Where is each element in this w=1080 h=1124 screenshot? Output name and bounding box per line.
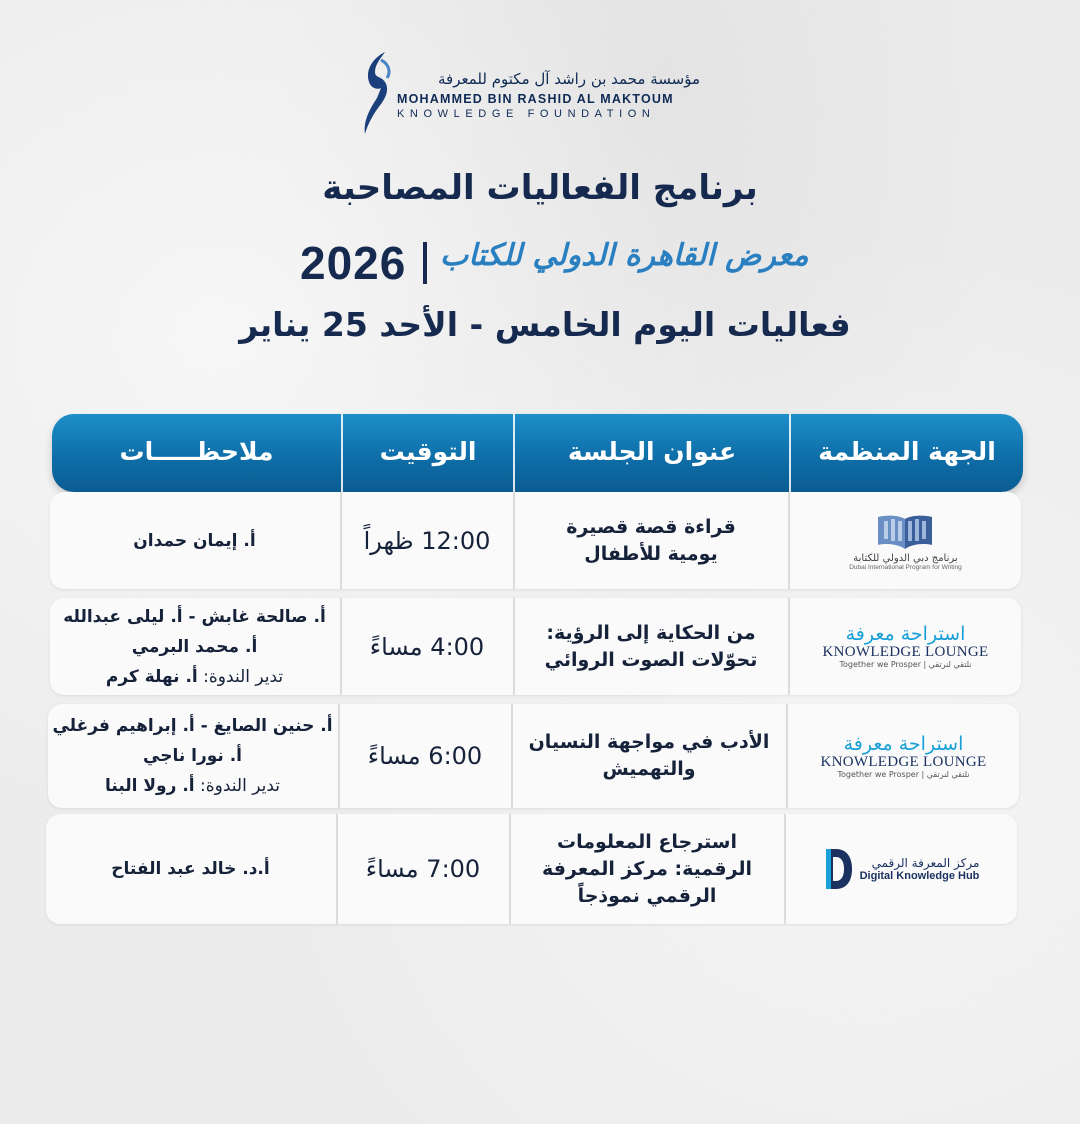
table-row	[50, 598, 1021, 695]
organizer-cell	[790, 492, 1021, 589]
notes-cell	[48, 704, 337, 808]
time-cell: 4:00 مساءً	[369, 632, 485, 661]
session-title-line: الأدب في مواجهة النسيان	[528, 731, 770, 753]
organizer-name-ar: استراحة معرفة	[843, 732, 964, 755]
organizer-name-en: Dubai International Program for Writing	[849, 563, 962, 571]
session-title-line: تحوّلات الصوت الروائي	[544, 648, 758, 671]
column-time-header: التوقيت	[379, 437, 477, 466]
organizer-cell	[790, 598, 1021, 695]
book-icon	[874, 511, 936, 551]
column-session-header: عنوان الجلسة	[567, 437, 737, 466]
fair-year: 2026	[300, 237, 407, 289]
column-notes-header: ملاحظـــــات	[119, 437, 274, 466]
notes-line: أ. نورا ناجي	[143, 746, 242, 766]
organizer-name-en: KNOWLEDGE LOUNGE	[820, 753, 987, 770]
session-title-line: والتهميش	[602, 758, 696, 780]
session-title-cell	[511, 814, 783, 924]
column-org-header: الجهة المنظمة	[818, 437, 996, 466]
organizer-name-en: KNOWLEDGE LOUNGE	[822, 644, 989, 660]
foundation-logo	[355, 48, 700, 138]
time-cell: 7:00 مساءً	[365, 855, 481, 883]
organizer-name-en: Digital Knowledge Hub	[859, 870, 980, 882]
session-title-cell	[515, 492, 787, 589]
page-title: برنامج الفعاليات المصاحبة	[322, 168, 758, 208]
session-title-line: قراءة قصة قصيرة	[566, 515, 736, 538]
session-title-line: يومية للأطفال	[584, 542, 718, 565]
book-fair-heading	[300, 236, 809, 292]
session-title-line: من الحكاية إلى الرؤية:	[546, 621, 756, 644]
organizer-name-ar: استراحة معرفة	[845, 623, 966, 645]
digital-d-icon	[824, 847, 854, 891]
notes-line: أ. محمد البرمي	[131, 636, 258, 657]
knowledge-lounge-logo	[822, 624, 988, 669]
session-title-line: استرجاع المعلومات	[557, 830, 737, 853]
moderator-label: تدير الندوة:	[200, 776, 280, 796]
table-row	[48, 704, 1019, 808]
foundation-name-en-line1: MOHAMMED BIN RASHID AL MAKTOUM	[397, 92, 674, 106]
organizer-logo	[849, 511, 962, 571]
session-title-line: الرقمي نموذجاً	[577, 884, 717, 907]
notes-line: أ. حنين الصايغ - أ. إبراهيم فرغلي	[52, 716, 333, 736]
fair-name-calligraphy: معرض القاهرة الدولي للكتاب	[440, 238, 809, 273]
foundation-name-ar: مؤسسة محمد بن راشد آل مكتوم للمعرفة	[438, 70, 700, 88]
day-subtitle: فعاليات اليوم الخامس - الأحد 25 يناير	[239, 305, 851, 344]
organizer-tagline: Together we Prosper | نلتقي لنرتقي	[839, 660, 972, 669]
notes-cell	[50, 492, 339, 589]
notes-line: أ.د. خالد عبد الفتاح	[111, 859, 270, 879]
notes-cell	[46, 814, 335, 924]
session-title-line: الرقمية: مركز المعرفة	[541, 857, 753, 880]
digital-knowledge-hub-logo	[824, 847, 980, 891]
table-row	[50, 492, 1021, 589]
foundation-emblem-icon	[355, 48, 395, 136]
notes-line: أ. صالحة غابش - أ. ليلى عبدالله	[63, 606, 326, 627]
session-title-cell	[515, 598, 787, 695]
time-cell: 6:00 مساءً	[367, 742, 483, 770]
time-cell: 12:00 ظهراً	[363, 526, 491, 555]
session-title-cell	[513, 704, 785, 808]
knowledge-lounge-logo	[820, 734, 986, 779]
moderator-name: أ. نهلة كرم	[105, 666, 198, 687]
notes-line: أ. إيمان حمدان	[133, 530, 256, 551]
organizer-cell	[788, 704, 1019, 808]
moderator-line	[106, 662, 283, 692]
notes-cell	[50, 598, 339, 695]
foundation-name-en-line2: KNOWLEDGE FOUNDATION	[397, 108, 656, 120]
organizer-tagline: Together we Prosper | نلتقي لنرتقي	[837, 769, 970, 779]
organizer-name-ar: مركز المعرفة الرقمي	[871, 856, 980, 870]
organizer-cell	[786, 814, 1017, 924]
organizer-name-ar: برنامج دبي الدولي للكتابة	[853, 552, 958, 564]
moderator-name: أ. رولا البنا	[105, 776, 195, 796]
table-header	[52, 414, 1023, 492]
moderator-label: تدير الندوة:	[203, 666, 284, 687]
moderator-line	[105, 771, 280, 801]
title-divider	[423, 242, 427, 284]
table-row	[46, 814, 1017, 924]
